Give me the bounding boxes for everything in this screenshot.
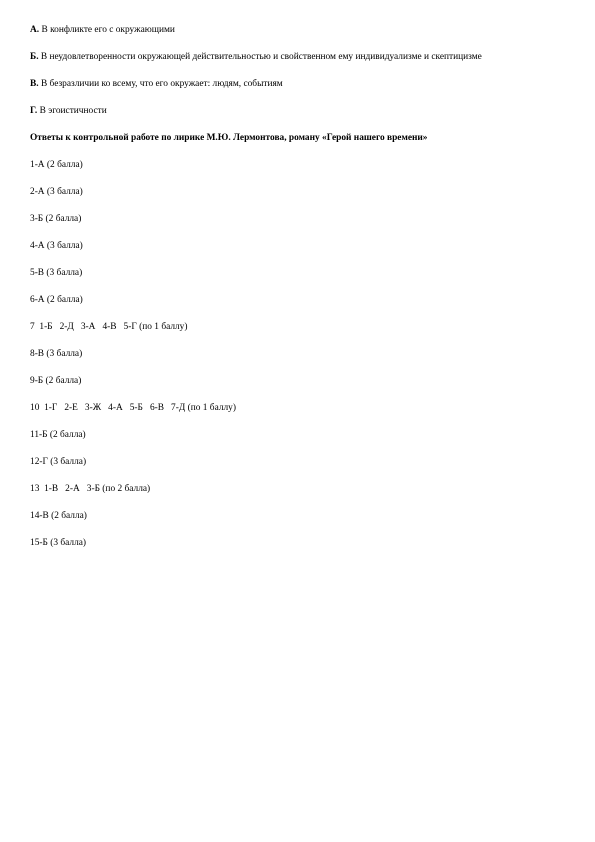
option-b-text: В неудовлетворенности окружающей действительностью и свойственном ему индивидуализме и скептицизме [38,52,482,62]
answer-5: 5-В (3 балла) [30,268,83,278]
answer-6: 6-А (2 балла) [30,295,83,305]
answer-9: 9-Б (2 балла) [30,376,82,386]
option-b [30,51,565,64]
answer-10: 10 1-Г 2-Е 3-Ж 4-А 5-Б 6-В 7-Д (по 1 баллу) [30,403,236,413]
option-a-text: В конфликте его с окружающими [39,25,175,35]
answer-13: 13 1-В 2-А 3-Б (по 2 балла) [30,484,151,494]
answer-4: 4-А (3 балла) [30,241,83,251]
answer-3: 3-Б (2 балла) [30,214,82,224]
option-v [30,78,565,91]
option-v-letter: В. [30,79,39,89]
answer-7: 7 1-Б 2-Д 3-А 4-В 5-Г (по 1 баллу) [30,322,188,332]
answer-12: 12-Г (3 балла) [30,457,87,467]
option-a [30,24,565,37]
answer-15: 15-Б (3 балла) [30,538,87,548]
answer-14: 14-В (2 балла) [30,511,87,521]
answers-heading: Ответы к контрольной работе по лирике М.Ю. Лермонтова, роману «Герой нашего времени» [30,133,428,143]
option-g-text: В эгоистичности [37,106,107,116]
answer-1: 1-А (2 балла) [30,160,83,170]
answer-2: 2-А (3 балла) [30,187,83,197]
option-v-text: В безразличии ко всему, что его окружает: людям, событиям [38,79,283,89]
option-g-letter: Г. [30,106,38,116]
answer-8: 8-В (3 балла) [30,349,83,359]
answer-11: 11-Б (2 балла) [30,430,86,440]
option-a-letter: А. [30,25,40,35]
option-g [30,105,565,118]
option-b-letter: Б. [30,52,39,62]
document-page [30,24,565,564]
